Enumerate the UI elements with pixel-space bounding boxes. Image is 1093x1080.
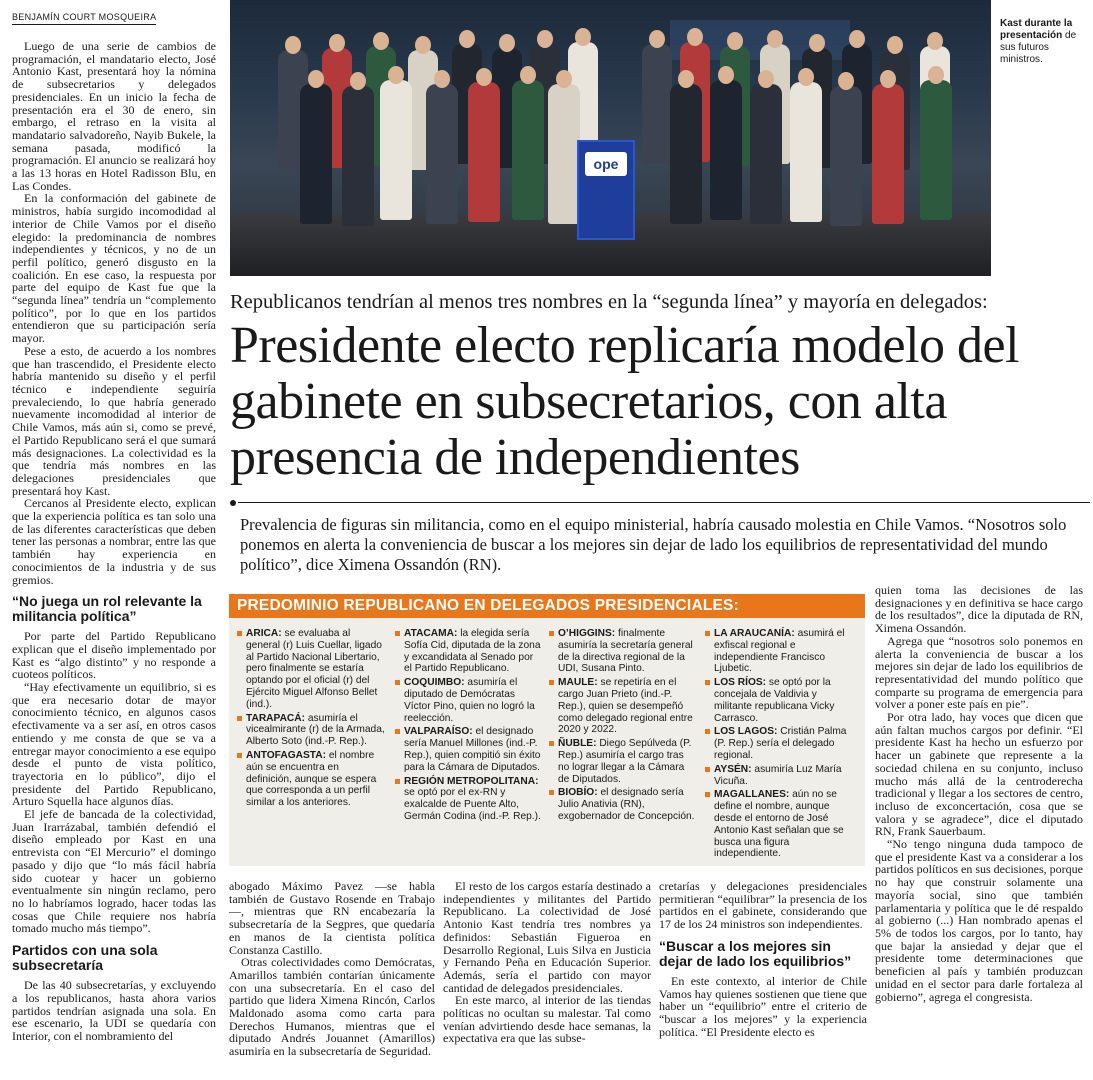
paragraph: En la conformación del gabinete de ministros, había surgido incomodidad al interior de Chile Vamos por el diseño elegido: la predominancia de nombres independientes y técnicos, y no de un perfil político, generó disgusto en la coalición. En ese caso, la respuesta por parte del equipo de Kast fue que la “segunda línea” tendría un “complemento político”, por lo que en los partidos entendieron que su participación sería mayor. <box>12 191 216 346</box>
region-entry <box>705 726 853 761</box>
region-entry <box>395 726 543 773</box>
region-entry <box>705 789 853 860</box>
paragraph: En este marco, al interior de las tiendas políticas no ocultan su malestar. Tal como venían advirtiendo desde hace semanas, la expectativa era que las subse- <box>443 993 651 1046</box>
person-head <box>285 36 301 54</box>
person-silhouette <box>670 84 702 224</box>
paragraph: El jefe de bancada de la colectividad, Juan Irarrázabal, también defendió el diseño empleado por Kast en una entrevista con “El Mercurio” el domingo pasado y dijo que “lo más fácil habría sido cuotear y hacer un gobierno eventualmente sin ningún reclamo, pero no lo habríamos logrado, hacer todas las cosas que Chile requiere nos habría tomado mucho más tiempo”. <box>12 807 216 936</box>
byline: BENJAMÍN COURT MOSQUEIRA <box>12 12 156 25</box>
infobox-column <box>237 628 385 811</box>
photo-caption <box>1000 18 1088 66</box>
paragraph: quien toma las decisiones de las designaciones y en definitiva se hace cargo de los resultados”, dice la diputada de RN, Ximena Ossandón. <box>875 583 1083 636</box>
rule-dot <box>230 500 236 506</box>
person-head <box>809 34 825 52</box>
person-head <box>718 66 734 84</box>
podium <box>577 140 635 240</box>
person-silhouette <box>468 82 500 222</box>
region-text: finalmente asumiría la secretaría general de la directiva regional de la UDI, Susana Pinto. <box>558 628 693 675</box>
article-column-1 <box>12 40 216 1043</box>
caption-bold: Kast durante la presentación <box>1000 18 1073 41</box>
paragraph: cretarías y delegaciones presidenciales permitieran “equilibrar” la presencia de los partidos en el gabinete, considerando que 17 de los 24 ministros son independientes. <box>659 879 867 932</box>
region-text: asumiría Luz María Vicuña. <box>714 763 842 787</box>
infobox <box>229 594 865 866</box>
paragraph: Por otra lado, hay voces que dicen que aún faltan muchos cargos por definir. “El presidente Kast ha hecho un esfuerzo por hacer un gabinete que represente a la sociedad chilena en su conjunto, incluso mucho más allá de la centroderecha tradicional y llegar a los sectores de centro, incluso de exconcertación, cosa que se valora y se agradece”, dice el diputado RN, Frank Sauerbaum. <box>875 710 1083 839</box>
subheading: “No juega un rol relevante la militancia política” <box>12 593 202 625</box>
region-name: VALPARAÍSO: <box>404 726 473 738</box>
region-text: Cristián Palma (P. Rep.) sería el delegado regional. <box>714 726 847 761</box>
region-name: MAGALLANES: <box>714 789 790 801</box>
person-head <box>927 32 943 50</box>
subheading: “Buscar a los mejores sin dejar de lado los equilibrios” <box>659 937 852 969</box>
person-head <box>350 72 366 90</box>
person-silhouette <box>920 80 952 220</box>
infobox-title-bar <box>229 594 865 618</box>
person-head <box>373 32 389 50</box>
paragraph: “No tengo ninguna duda tampoco de que el presidente Kast va a considerar a los partidos políticos en sus decisiones, porque no hay que construir solamente una mayoría social, sino que también parlamentaria y política que le dé respaldo al gobierno (...) Han nombrado apenas el 5% de todos los cargos, por lo tanto, hay que bajar la ansiedad y dejar que el presidente tome determinaciones que beneficien al país y también produzcan unidad en el sector para darle fortaleza al gobierno”, agrega el congresista. <box>875 837 1083 1004</box>
person-head <box>727 32 743 50</box>
region-name: O’HIGGINS: <box>558 628 616 639</box>
region-entry <box>395 628 543 675</box>
region-text: se evaluaba al general (r) Luis Cuellar, ligado al Partido Nacional Libertario, pero finalmente se estaría optando por el oficial (r) del Ejército Miguel Alfonso Bellet (ind.). <box>246 628 382 710</box>
article-column-3 <box>443 880 651 1045</box>
infobox-title: PREDOMINIO REPUBLICANO EN DELEGADOS PRESIDENCIALES: <box>237 597 739 614</box>
region-text: el nombre aún se encuentra en definición, aunque se espera que corresponda a un perfil similar a los anteriores. <box>246 749 377 809</box>
headline: Presidente electo replicaría modelo del gabinete en subsecretarios, con alta presencia de independientes <box>230 317 1020 486</box>
person-silhouette <box>642 44 672 164</box>
article-column-2 <box>229 880 435 1058</box>
person-silhouette <box>426 84 458 224</box>
person-head <box>678 70 694 88</box>
person-silhouette <box>872 84 904 224</box>
region-name: LA ARAUCANÍA: <box>714 628 795 639</box>
paragraph: Pese a esto, de acuerdo a los nombres que han trascendido, el Presidente electo habría mantenido su diseño y el perfil técnico e independiente seguiría prevaleciendo, lo que habría generado nuevamente incomodidad al interior de Chile Vamos, más aún si, como se prevé, el Partido Republicano será el que sumará más designaciones. La colectividad es la que tendría más nombres en las delegaciones presidenciales que presentará hoy Kast. <box>12 343 216 498</box>
article-column-5 <box>875 584 1083 1003</box>
person-head <box>887 36 903 54</box>
region-text: el designado sería Manuel Millones (ind.-P. Rep.), quien compitió sin éxito para la Cámara de Diputados. <box>404 726 541 773</box>
region-name: LOS LAGOS: <box>714 726 778 738</box>
region-text: la elegida sería Sofía Cid, diputada de la zona y excandidata al Senado por el Partido Republicano. <box>404 628 541 675</box>
person-head <box>838 72 854 90</box>
article-column-4 <box>659 880 867 1038</box>
person-head <box>499 34 515 52</box>
region-entry <box>395 776 543 823</box>
person-silhouette <box>790 82 822 222</box>
person-head <box>928 66 944 84</box>
region-name: ÑUBLE: <box>558 738 597 750</box>
person-head <box>767 30 783 48</box>
region-name: LOS RÍOS: <box>714 677 767 689</box>
region-entry <box>705 677 853 724</box>
paragraph: Cercanos al Presidente electo, explican que la experiencia política es tan solo una de las diferentes características que deben tener las personas a nombrar, entre las que también hay experiencia en conocimientos de la industria y de sus gremios. <box>12 496 216 587</box>
region-entry <box>237 628 385 711</box>
region-name: AYSÉN: <box>714 763 752 775</box>
region-text: se repetiría en el cargo Juan Prieto (ind.-P. Rep.), quien se desempeñó como delegado regional entre 2020 y 2022. <box>558 677 693 736</box>
person-silhouette <box>830 86 862 226</box>
region-entry <box>705 764 853 788</box>
paragraph: Agrega que “nosotros solo ponemos en alerta la conveniencia de buscar a los mejores sin dejar de lado los equilibrios de representatividad del mundo político que comparte su programa de emergencia para volver a poner este país en pie”. <box>875 633 1083 712</box>
person-head <box>798 68 814 86</box>
region-entry <box>395 677 543 724</box>
person-head <box>308 70 324 88</box>
region-text: asumiría el diputado de Demócratas Víctor Pino, quien no logró la reelección. <box>404 677 535 724</box>
region-entry <box>549 738 697 785</box>
news-photo <box>230 0 991 276</box>
person-head <box>459 30 475 48</box>
podium-logo: ope <box>585 152 627 176</box>
person-head <box>434 70 450 88</box>
infobox-column <box>549 628 697 825</box>
person-head <box>575 28 591 46</box>
region-name: BIOBÍO: <box>558 787 598 799</box>
subtitle: Prevalencia de figuras sin militancia, como en el equipo ministerial, habría causado molestia en Chile Vamos. “Nosotros solo ponemos en alerta la conveniencia de buscar a los mejores sin dejar de lado los equilibrios de representatividad del mundo político”, dice Ximena Ossandón (RN). <box>240 515 1067 574</box>
region-text: aún no se define el nombre, aunque desde el entorno de José Antonio Kast señalan que se busca una figura independiente. <box>714 789 844 860</box>
person-head <box>329 34 345 52</box>
paragraph: En este contexto, al interior de Chile Vamos hay quienes sostienen que tiene que haber un “equilibrio” entre el criterio de “buscar a los mejores” y la experiencia política. “El Presidente electo es <box>659 973 867 1039</box>
person-head <box>849 30 865 48</box>
person-silhouette <box>342 86 374 226</box>
region-text: se optó por el ex-RN y exalcalde de Puente Alto, Germán Codina (ind.-P. Rep.). <box>404 787 541 822</box>
person-head <box>476 68 492 86</box>
paragraph: El resto de los cargos estaría destinado a independientes y militantes del Partido Republicano. La colectividad de José Antonio Kast tendría tres nombres ya definidos: Sebastián Figueroa en Desarrollo Regional, Luis Silva en Justicia y Fernando Peña en Educación Superior. Además, sería el partido con mayor cantidad de delegados presidenciales. <box>443 879 651 995</box>
region-text: el designado sería Julio Anativia (RN), exgobernador de Concepción. <box>558 787 695 822</box>
paragraph: De las 40 subsecretarías, y excluyendo a los republicanos, hasta ahora varios partidos tendrían asignada una sola. En ese escenario, la UDI se quedaría con Interior, con el nombramiento del <box>12 978 216 1043</box>
paragraph: Luego de una serie de cambios de programación, el mandatario electo, José Antonio Kast, presentará hoy la nómina de subsecretarios y delegados presidenciales. En un inicio la fecha de presentación era el 30 de enero, sin embargo, el retraso en la visita al mandatario salvadoreño, Nayib Bukele, la semana pasada, modificó la programación. El anuncio se realizará hoy a las 13 horas en Hotel Radisson Blu, en Las Condes. <box>12 39 216 193</box>
person-silhouette <box>300 84 332 224</box>
region-entry <box>705 628 853 675</box>
paragraph: Por parte del Partido Republicano explican que el diseño implementado por Kast es “algo distinto” y no responde a cuoteos políticos. <box>12 629 216 682</box>
person-head <box>520 66 536 84</box>
region-name: TARAPACÁ: <box>246 712 306 724</box>
person-silhouette <box>710 80 742 220</box>
paragraph: abogado Máximo Pavez —se habla también de Gustavo Rosende en Trabajo—, mientras que RN encabezaría la subsecretaría de la Segpres, que quedaría en manos de la cientista política Constanza Castillo. <box>229 879 435 957</box>
person-silhouette <box>380 80 412 220</box>
region-text: asumirá el exfiscal regional e independiente Francisco Ljubetic. <box>714 628 845 675</box>
kicker: Republicanos tendrían al menos tres nombres en la “segunda línea” y mayoría en delegados: <box>230 291 988 313</box>
person-head <box>687 28 703 46</box>
rule <box>238 502 1090 503</box>
region-name: COQUIMBO: <box>404 677 465 689</box>
region-name: ATACAMA: <box>404 628 458 639</box>
region-text: asumiría el vicealmirante (r) de la Armada, Alberto Soto (ind.-P. Rep.). <box>246 712 385 748</box>
region-name: ARICA: <box>246 628 282 639</box>
person-silhouette <box>512 80 544 220</box>
person-head <box>556 70 572 88</box>
person-head <box>880 70 896 88</box>
region-entry <box>549 677 697 736</box>
person-head <box>537 30 553 48</box>
region-text: Diego Sepúlveda (P. Rep.) asumiría el cargo tras no lograr llegar a la Cámara de Diputados. <box>558 738 692 785</box>
region-name: MAULE: <box>558 677 598 689</box>
region-entry <box>237 713 385 748</box>
region-name: REGIÓN METROPOLITANA: <box>404 775 539 787</box>
person-head <box>388 66 404 84</box>
caption-text: de sus futuros ministros. <box>1000 30 1077 65</box>
subheading: Partidos con una sola subsecretaría <box>12 942 158 974</box>
person-head <box>758 70 774 88</box>
person-silhouette <box>750 84 782 224</box>
infobox-column <box>395 628 543 825</box>
person-head <box>649 30 665 48</box>
paragraph: “Hay efectivamente un equilibrio, si es que era necesario dotar de mayor conocimiento técnico, en algunos casos efectivamente va a ser así, en otros casos entiendo y me consta de que se va a entregar mayor conocimiento a ese equipo desde el punto de vista político, trayectoria en lo público”, dijo el presidente del Partido Republicano, Arturo Squella hace algunos días. <box>12 680 216 809</box>
region-name: ANTOFAGASTA: <box>246 749 326 761</box>
region-entry <box>237 750 385 809</box>
region-text: se optó por la concejala de Valdivia y militante republicana Vicky Carrasco. <box>714 677 835 724</box>
person-head <box>415 36 431 54</box>
infobox-column <box>705 628 853 862</box>
region-entry <box>549 787 697 822</box>
paragraph: Otras colectividades como Demócratas, Amarillos también contarían únicamente con una subsecretaría. En el caso del partido que lidera Ximena Rincón, Carlos Maldonado asoma como carta para Derechos Humanos, mientras que el diputado Andrés Jouannet (Amarillos) asumiría en la subsecretaría de Seguridad. <box>229 955 435 1059</box>
region-entry <box>549 628 697 675</box>
person-silhouette <box>548 84 580 224</box>
